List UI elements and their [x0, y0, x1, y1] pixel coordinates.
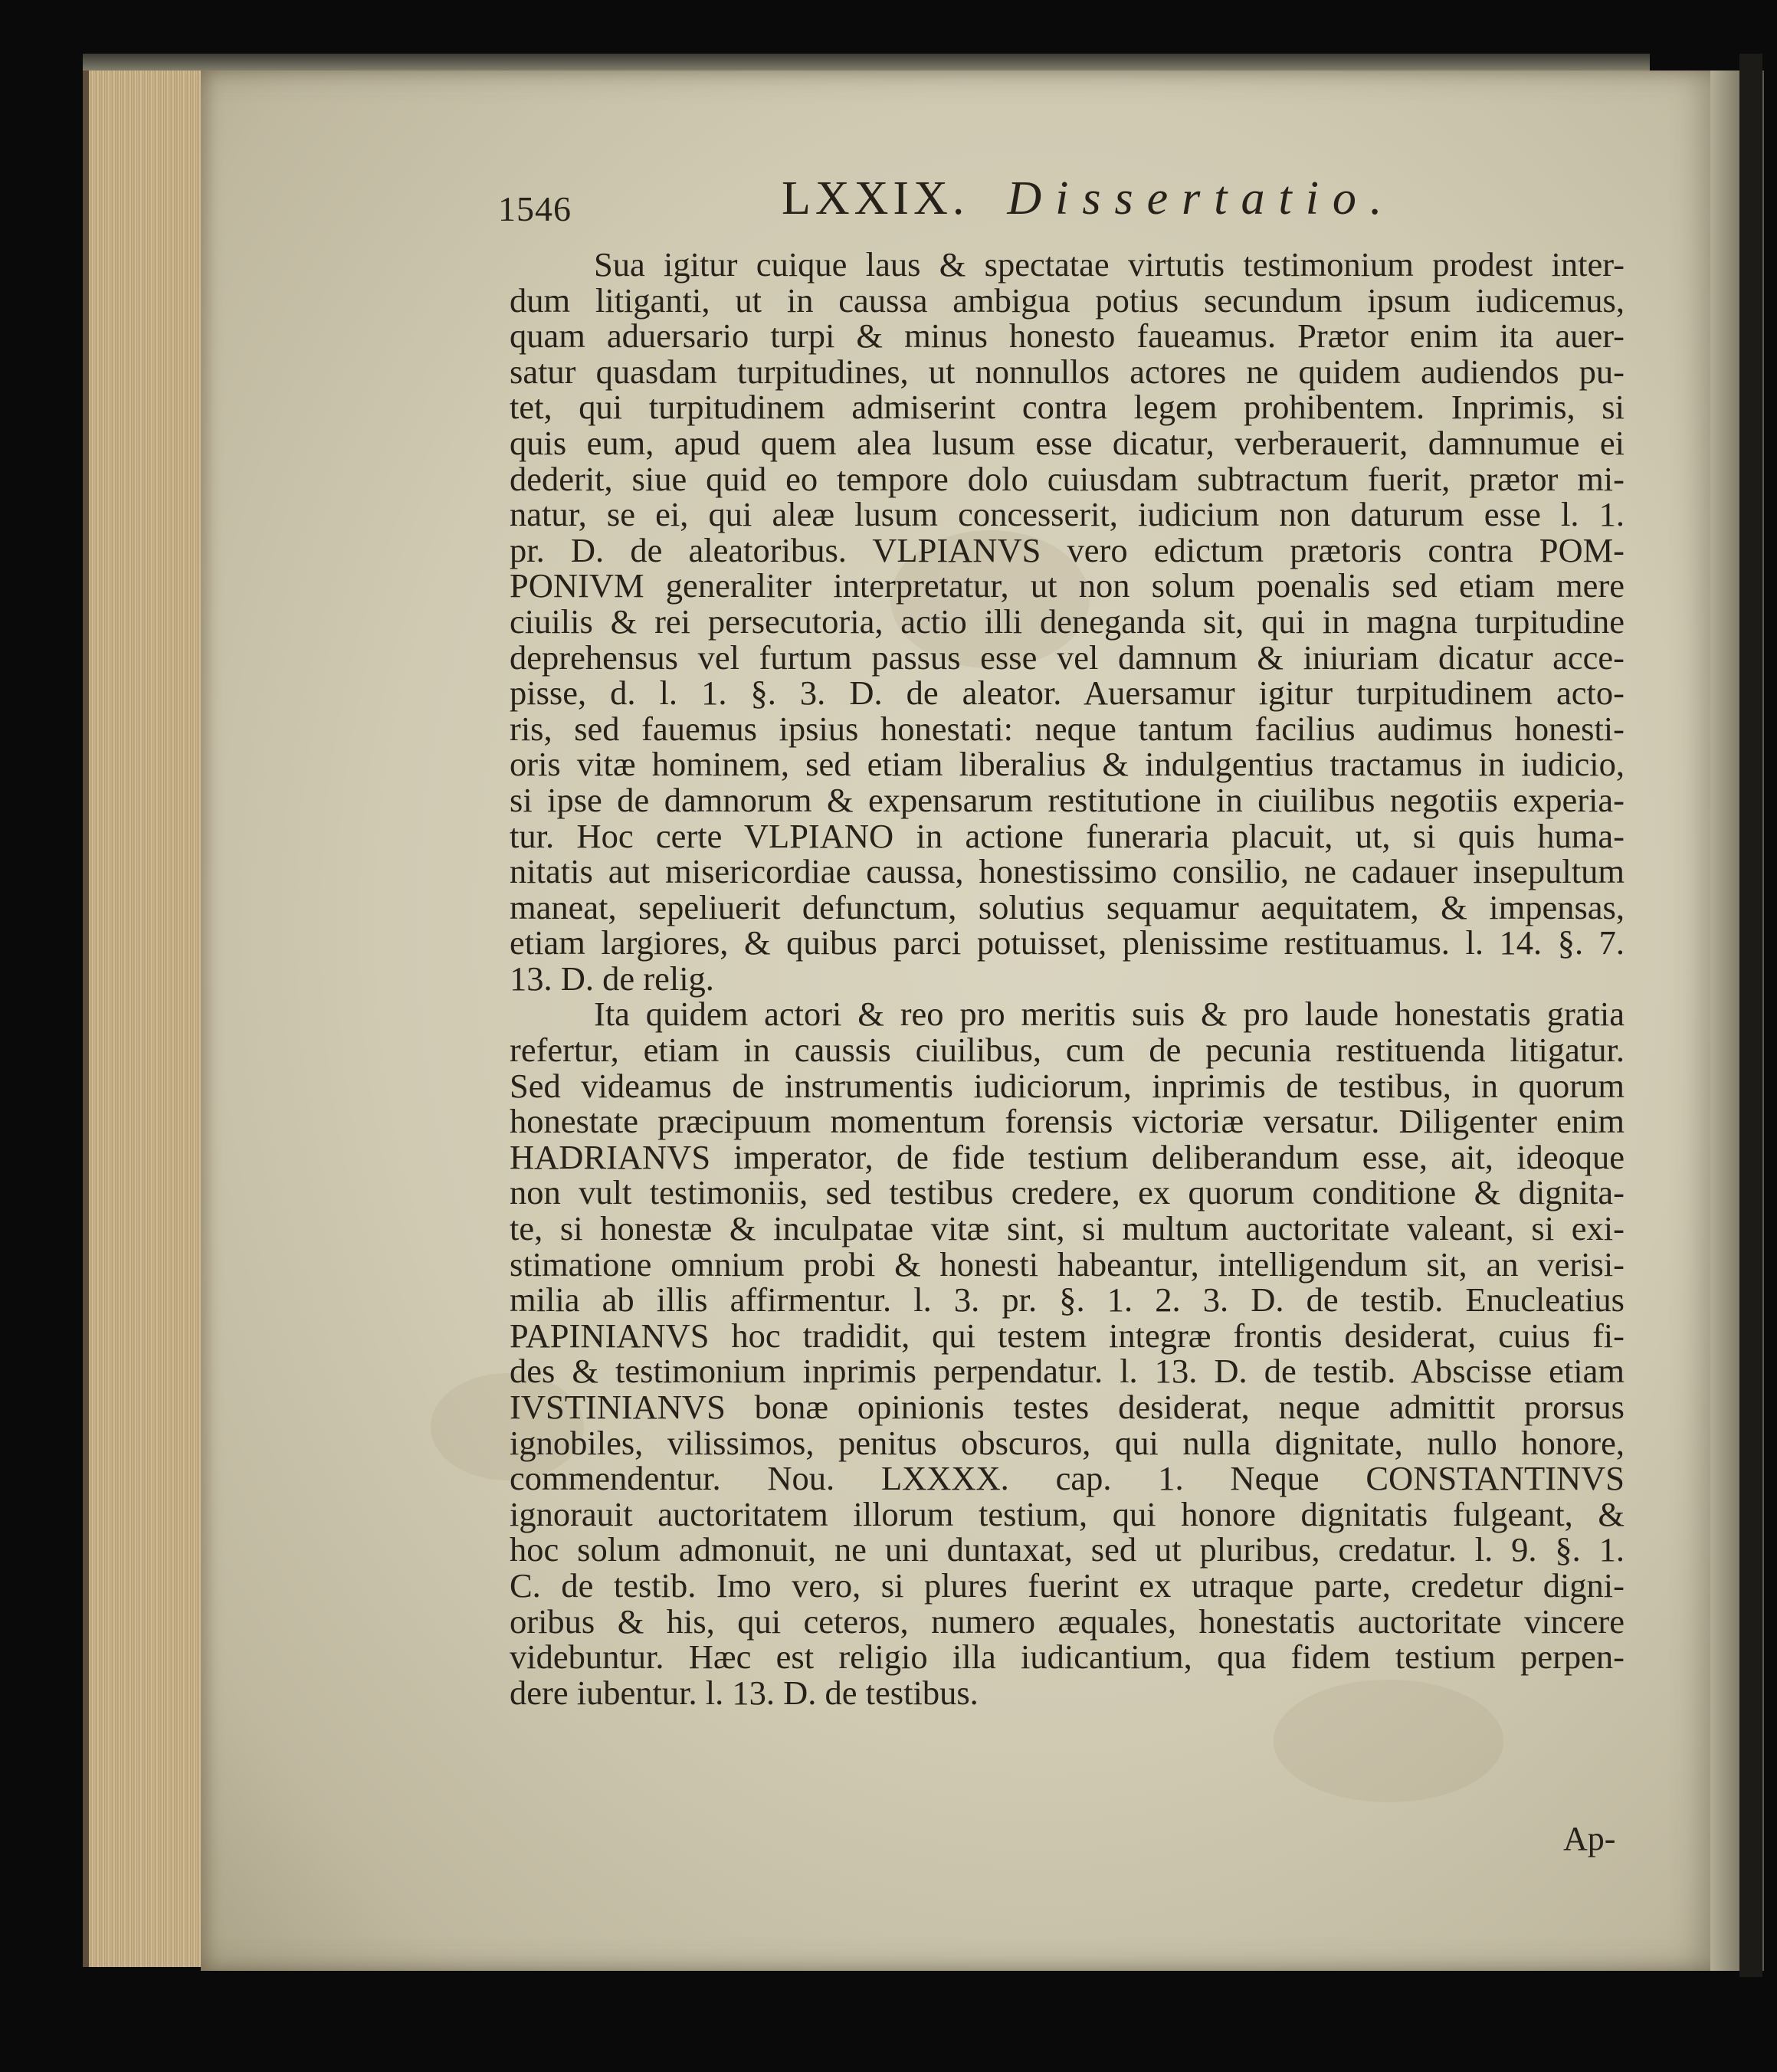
text-line: 13. D. de relig.	[510, 959, 714, 998]
text-line: tet, qui turpitudinem admiserint contra legem prohibentem. Inprimis, si	[510, 388, 1625, 427]
text-line: Sua igitur cuique laus & spectatae virtutis testimonium prodest inter-	[594, 245, 1625, 284]
text-line: etiam largiores, & quibus parci potuisset, plenissime restituamus. l. 14. §. 7.	[510, 923, 1625, 962]
text-line: hoc solum admonuit, ne uni duntaxat, sed ut pluribus, credatur. l. 9. §. 1.	[510, 1530, 1625, 1569]
catchword: Ap-	[1563, 1820, 1616, 1857]
text-line: pisse, d. l. 1. §. 3. D. de aleator. Auersamur igitur turpitudinem acto-	[510, 674, 1625, 713]
page-number: 1546	[498, 189, 572, 228]
running-head-numeral: LXXIX.	[782, 172, 969, 225]
text-line: dum litiganti, ut in caussa ambigua potius secundum ipsum iudicemus,	[510, 280, 1625, 320]
spine-shadow	[1739, 54, 1762, 1977]
text-line: non vult testimoniis, sed testibus credere, ex quorum conditione & dignita-	[510, 1173, 1625, 1212]
text-line: ignobiles, vilissimos, penitus obscuros, qui nulla dignitate, nullo honore,	[510, 1423, 1625, 1462]
body-text	[510, 247, 1625, 1710]
text-line: pr. D. de aleatoribus. VLPIANVS vero edictum prætoris contra POM-	[510, 530, 1625, 569]
text-line: oribus & his, qui ceteros, numero æquales, honestatis auctoritate vincere	[510, 1602, 1625, 1641]
text-line: tur. Hoc certe VLPIANO in actione funeraria placuit, ut, si quis huma-	[510, 816, 1625, 855]
text-line: natur, se ei, qui aleæ lusum concesserit, iudicium non daturum esse l. 1.	[510, 495, 1625, 534]
text-line: oris vitæ hominem, sed etiam liberalius & indulgentius tractamus in iudicio,	[510, 745, 1625, 784]
text-line: HADRIANVS imperator, de fide testium deliberandum esse, ait, ideoque	[510, 1137, 1625, 1176]
text-line: honestate præcipuum momentum forensis victoriæ versatur. Diligenter enim	[510, 1102, 1625, 1141]
text-line: nitatis aut misericordiae caussa, honestissimo consilio, ne cadauer insepultum	[510, 852, 1625, 891]
page-fore-edges	[83, 70, 211, 1967]
text-line: quis eum, apud quem alea lusum esse dicatur, verberauerit, damnumue ei	[510, 423, 1625, 462]
text-line: maneat, sepeliuerit defunctum, solutius sequamur aequitatem, & impensas,	[510, 887, 1625, 926]
page-header	[0, 170, 1777, 231]
text-line: refertur, etiam in caussis ciuilibus, cum de pecunia restituenda litigatur.	[510, 1031, 1625, 1070]
text-line: ciuilis & rei persecutoria, actio illi deneganda sit, qui in magna turpitudine	[510, 602, 1625, 641]
text-line: PAPINIANVS hoc tradidit, qui testem integræ frontis desiderat, cuius fi-	[510, 1316, 1625, 1355]
text-line: dederit, siue quid eo tempore dolo cuiusdam subtractum fuerit, prætor mi-	[510, 459, 1625, 498]
running-head	[782, 172, 1395, 226]
text-line: quam aduersario turpi & minus honesto faueamus. Prætor enim ita auer-	[510, 316, 1625, 356]
text-line: commendentur. Nou. LXXXX. cap. 1. Neque CONSTANTINVS	[510, 1459, 1625, 1498]
text-line: Ita quidem actori & reo pro meritis suis & pro laude honestatis gratia	[594, 995, 1625, 1034]
running-head-title: Dissertatio.	[1007, 172, 1396, 225]
text-line: si ipse de damnorum & expensarum restitutione in ciuilibus negotiis experia-	[510, 780, 1625, 819]
text-line: dere iubentur. l. 13. D. de testibus.	[510, 1673, 979, 1712]
text-line: C. de testib. Imo vero, si plures fuerint ex utraque parte, credetur digni-	[510, 1565, 1625, 1605]
text-line: videbuntur. Hæc est religio illa iudicantium, qua fidem testium perpen-	[510, 1638, 1625, 1677]
text-line: deprehensus vel furtum passus esse vel damnum & iniuriam dicatur acce-	[510, 638, 1625, 677]
text-line: IVSTINIANVS bonæ opinionis testes desiderat, neque admittit prorsus	[510, 1388, 1625, 1426]
text-line: stimatione omnium probi & honesti habeantur, intelligendum sit, an verisi-	[510, 1244, 1625, 1284]
text-line: PONIVM generaliter interpretatur, ut non solum poenalis sed etiam mere	[510, 566, 1625, 605]
text-line: Sed videamus de instrumentis iudiciorum, inprimis de testibus, in quorum	[510, 1066, 1625, 1105]
text-line: te, si honestæ & inculpatae vitæ sint, si multum auctoritate valeant, si exi-	[510, 1209, 1625, 1248]
text-line: satur quasdam turpitudines, ut nonnullos actores ne quidem audiendos pu-	[510, 352, 1625, 391]
text-line: milia ab illis affirmentur. l. 3. pr. §. 1. 2. 3. D. de testib. Enucleatius	[510, 1280, 1625, 1320]
text-line: des & testimonium inprimis perpendatur. l. 13. D. de testib. Abscisse etiam	[510, 1352, 1625, 1391]
text-line: ris, sed fauemus ipsius honestati: neque tantum facilius audimus honesti-	[510, 709, 1625, 748]
text-line: ignorauit auctoritatem illorum testium, qui honore dignitatis fulgeant, &	[510, 1494, 1625, 1533]
